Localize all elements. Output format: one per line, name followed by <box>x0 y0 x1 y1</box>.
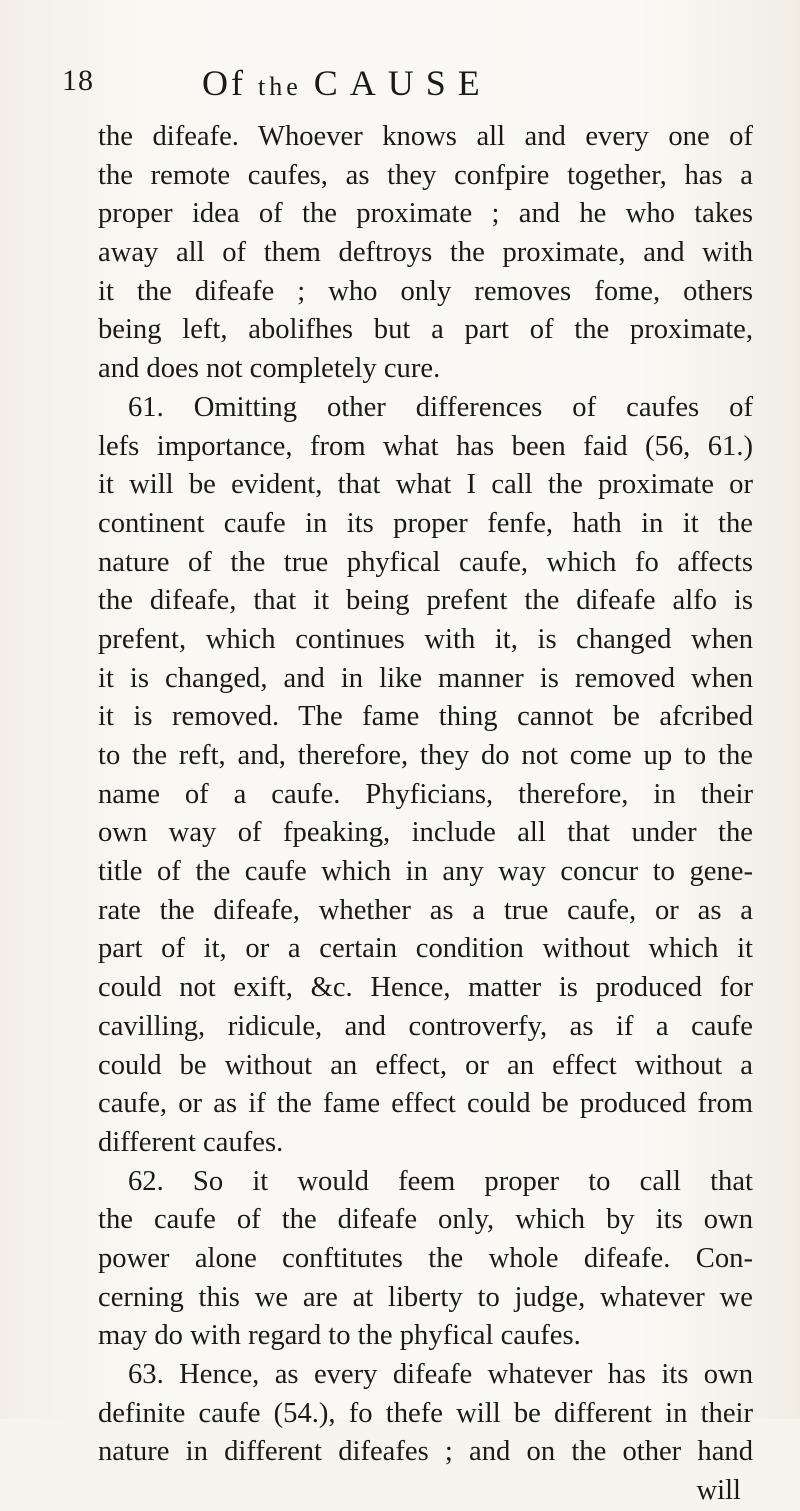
text-line: rate the difeafe, whether as a true caufe, or as a <box>98 894 753 926</box>
text-line: cerning this we are at liberty to judge, whatever we <box>98 1281 753 1313</box>
page-number: 18 <box>62 64 94 97</box>
running-head-cause: CAUSE <box>313 63 492 103</box>
text-line: may do with regard to the phyfical caufes. <box>98 1320 581 1352</box>
paragraph-start-62: 62. So it would feem proper to call that <box>128 1165 753 1197</box>
text-line: lefs importance, from what has been faid (56, 61.) <box>98 430 753 462</box>
body-text <box>98 118 753 1511</box>
text-line: own way of fpeaking, include all that under the <box>98 817 753 849</box>
text-line: the caufe of the difeafe only, which by its own <box>98 1204 753 1236</box>
page-header <box>62 62 762 102</box>
paragraph-start-61: 61. Omitting other differences of caufes of <box>128 391 753 423</box>
text-line: caufe, or as if the fame effect could be produced from <box>98 1088 753 1120</box>
running-head-the: the <box>258 72 302 101</box>
text-line: it is removed. The fame thing cannot be afcribed <box>98 701 753 733</box>
text-line: nature in different difeafes ; and on the other hand <box>98 1436 753 1468</box>
text-line: cavilling, ridicule, and controverfy, as if a caufe <box>98 1010 753 1042</box>
text-line: part of it, or a certain condition without which it <box>98 933 753 965</box>
text-line: being left, abolifhes but a part of the proximate, <box>98 314 753 346</box>
text-line: prefent, which continues with it, is changed when <box>98 623 753 655</box>
text-line: could not exift, &c. Hence, matter is produced for <box>98 972 753 1004</box>
text-line: title of the caufe which in any way concur to gene- <box>98 856 753 888</box>
text-line: it will be evident, that what I call the proximate or <box>98 469 753 501</box>
text-line: it the difeafe ; who only removes fome, others <box>98 275 753 307</box>
paragraph-start-63: 63. Hence, as every difeafe whatever has its own <box>128 1359 753 1390</box>
text-line: nature of the true phyfical caufe, which fo affects <box>98 546 753 578</box>
catchword: will <box>696 1475 741 1507</box>
text-line: the difeafe. Whoever knows all and every one of <box>98 121 753 152</box>
text-line: definite caufe (54.), fo thefe will be different in their <box>98 1397 753 1429</box>
text-line: the remote caufes, as they confpire together, has a <box>98 159 753 191</box>
text-line: power alone conftitutes the whole difeafe. Con- <box>98 1242 753 1274</box>
text-line: the difeafe, that it being prefent the difeafe alfo is <box>98 585 753 617</box>
text-line: different caufes. <box>98 1126 284 1158</box>
text-line: continent caufe in its proper fenfe, hath in it the <box>98 507 753 539</box>
text-line: and does not completely cure. <box>98 353 441 385</box>
text-line: could be without an effect, or an effect without a <box>98 1049 753 1081</box>
text-line: to the reft, and, therefore, they do not come up to the <box>98 740 753 771</box>
text-line: away all of them deftroys the proximate, and with <box>98 237 753 269</box>
running-head-of: Of <box>202 63 246 103</box>
text-line: it is changed, and in like manner is removed when <box>98 662 753 694</box>
text-line: proper idea of the proximate ; and he who takes <box>98 198 753 230</box>
text-line: name of a caufe. Phyficians, therefore, in their <box>98 778 753 810</box>
running-head <box>202 62 492 104</box>
